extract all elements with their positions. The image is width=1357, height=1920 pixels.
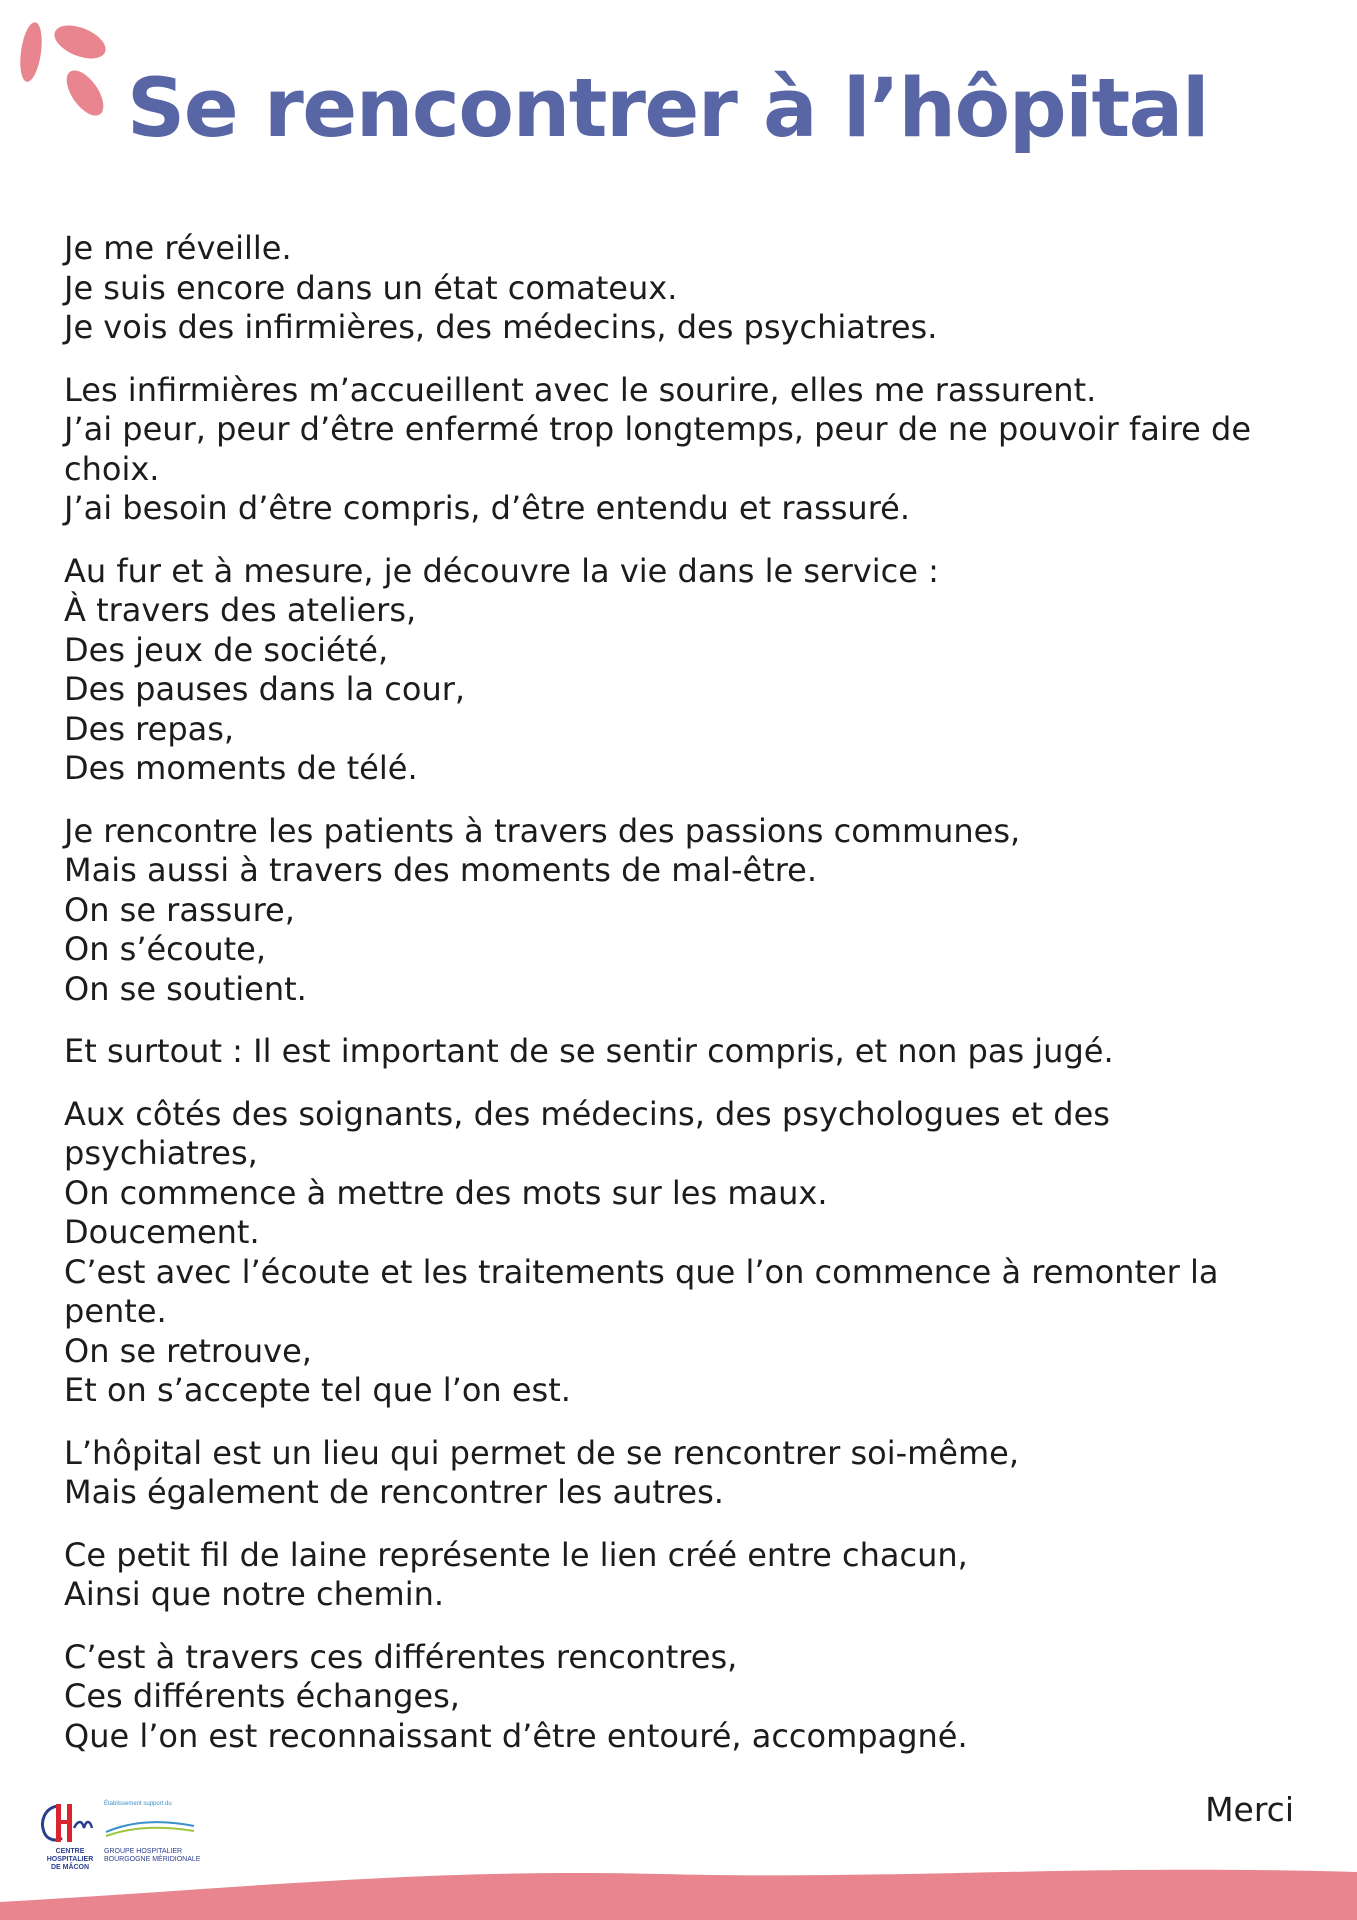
poem-line: On se rassure, bbox=[64, 890, 295, 929]
poem-line: On se soutient. bbox=[64, 969, 307, 1008]
logo-ch-line1: CENTRE HOSPITALIER bbox=[46, 1848, 94, 1863]
poem-line: Ce petit fil de laine représente le lien créé entre chacun, bbox=[64, 1535, 968, 1574]
stanza bbox=[64, 229, 1304, 348]
poem-line: Des jeux de société, bbox=[64, 630, 389, 669]
poem-line: C’est à travers ces différentes rencontres, bbox=[64, 1637, 738, 1676]
poem-line: Mais également de rencontrer les autres. bbox=[64, 1473, 724, 1511]
poem-line: Mais aussi à travers des moments de mal-être. bbox=[64, 851, 818, 889]
poem-line: Des repas, bbox=[64, 709, 235, 748]
stanza bbox=[64, 1095, 1304, 1411]
poem-line: Au fur et à mesure, je découvre la vie dans le service : bbox=[64, 551, 939, 590]
poem-line: J’ai besoin d’être compris, d’être entendu et rassuré. bbox=[64, 489, 911, 527]
stanza bbox=[64, 812, 1304, 1010]
poem-line: Que l’on est reconnaissant d’être entouré, accompagné. bbox=[64, 1716, 968, 1755]
poem-line: On se retrouve, bbox=[64, 1331, 312, 1370]
poem-line: Des pauses dans la cour, bbox=[64, 670, 466, 708]
poem-line: On s’écoute, bbox=[64, 930, 267, 968]
stanza bbox=[64, 1638, 1304, 1757]
poem-line: Je rencontre les patients à travers des passions communes, bbox=[64, 811, 1021, 850]
poem-line: Doucement. bbox=[64, 1213, 260, 1251]
pink-wave-decoration bbox=[0, 1850, 1357, 1920]
logo-ch-line2: DE MÂCON bbox=[50, 1864, 90, 1871]
stanza bbox=[64, 552, 1304, 789]
poem-line: Et surtout : Il est important de se sentir compris, et non pas jugé. bbox=[64, 1032, 1114, 1070]
poem-line: C’est avec l’écoute et les traitements que l’on commence à remonter la bbox=[64, 1252, 1219, 1291]
poem-line: L’hôpital est un lieu qui permet de se rencontrer soi-même, bbox=[64, 1433, 1020, 1472]
poem-line: psychiatres, bbox=[64, 1134, 258, 1172]
poem-line: Les infirmières m’accueillent avec le sourire, elles me rassurent. bbox=[64, 370, 1097, 409]
poem-line: On commence à mettre des mots sur les maux. bbox=[64, 1173, 828, 1212]
poem-line: À travers des ateliers, bbox=[64, 591, 417, 629]
merci-text: Merci bbox=[1205, 1790, 1294, 1829]
poem-line: Je suis encore dans un état comateux. bbox=[64, 268, 678, 307]
poem-line: Et on s’accepte tel que l’on est. bbox=[64, 1371, 571, 1409]
poem-line: Je me réveille. bbox=[64, 229, 292, 267]
poem-line: Je vois des infirmières, des médecins, des psychiatres. bbox=[64, 308, 938, 346]
poem-line: J’ai peur, peur d’être enfermé trop longtemps, peur de ne pouvoir faire de bbox=[64, 410, 1252, 448]
logo-support-text: Établissement support du bbox=[104, 1801, 172, 1807]
poem-body bbox=[64, 229, 1304, 1779]
page-title: Se rencontrer à l’hôpital bbox=[126, 62, 1209, 156]
hospital-logo bbox=[34, 1798, 214, 1871]
poem-line: Ainsi que notre chemin. bbox=[64, 1575, 445, 1613]
poem-line: Ces différents échanges, bbox=[64, 1677, 460, 1715]
poem-line: choix. bbox=[64, 449, 160, 488]
stanza bbox=[64, 1536, 1304, 1615]
poem-line: pente. bbox=[64, 1292, 167, 1330]
logo-gh-line1: GROUPE HOSPITALIER bbox=[104, 1848, 183, 1855]
stanza bbox=[64, 371, 1304, 529]
logo-gh-line2: BOURGOGNE MÉRIDIONALE bbox=[104, 1856, 201, 1863]
poem-line: Aux côtés des soignants, des médecins, des psychologues et des bbox=[64, 1094, 1110, 1133]
stanza bbox=[64, 1434, 1304, 1513]
stanza bbox=[64, 1032, 1304, 1072]
poem-line: Des moments de télé. bbox=[64, 749, 418, 787]
